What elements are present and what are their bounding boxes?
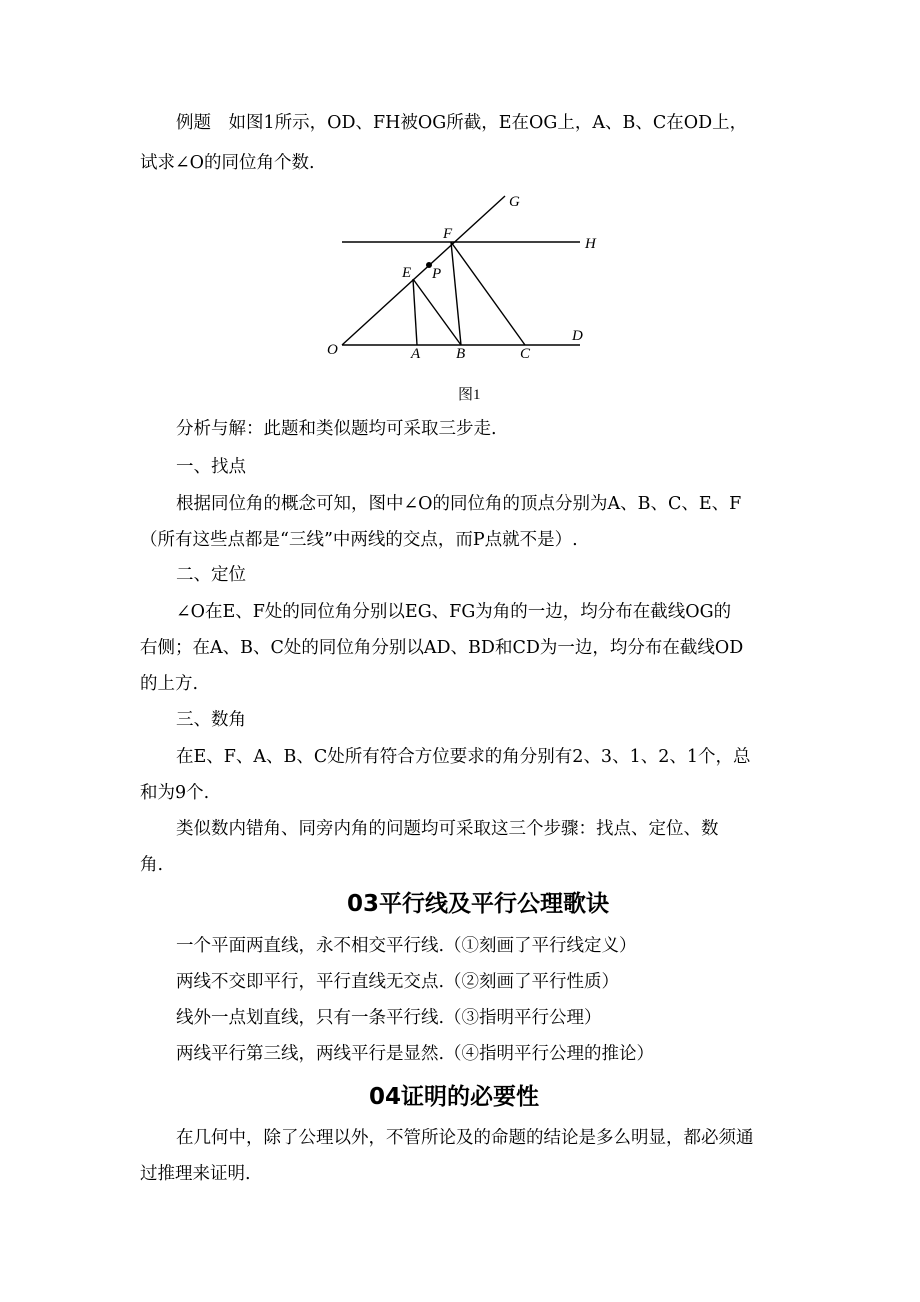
step1-line-1: 根据同位角的概念可知，图中∠O的同位角的顶点分别为A、B、C、E、F [176, 494, 742, 514]
step1-title: 一、找点 [176, 457, 246, 477]
step1-line-2: （所有这些点都是“三线”中两线的交点，而P点就不是）. [140, 530, 578, 550]
section-04-heading: 04证明的必要性 [369, 1084, 540, 1110]
figure-caption: 图1 [458, 387, 481, 403]
example-line-2: 试求∠O的同位角个数. [140, 153, 315, 173]
step2-line-3: 的上方. [140, 674, 199, 694]
label-D: D [572, 328, 583, 344]
step3-line-1: 在E、F、A、B、C处所有符合方位要求的角分别有2、3、1、2、1个，总 [176, 747, 751, 767]
rhyme-line-4: 两线平行第三线，两线平行是显然.（④指明平行公理的推论） [176, 1044, 655, 1064]
similar-line-1: 类似数内错角、同旁内角的问题均可采取这三个步骤：找点、定位、数 [176, 819, 719, 839]
label-G: G [509, 194, 520, 210]
segment-FB [451, 242, 461, 345]
example-line-1: 例题 如图1所示，OD、FH被OG所截，E在OG上，A、B、C在OD上， [176, 113, 748, 133]
label-E: E [402, 265, 412, 281]
proof-line-2: 过推理来证明. [140, 1164, 251, 1184]
segment-EB [413, 279, 461, 345]
analysis-line: 分析与解：此题和类似题均可采取三步走. [176, 419, 497, 439]
label-C: C [520, 346, 531, 362]
segment-EA [413, 279, 417, 345]
label-F: F [443, 226, 453, 242]
rhyme-line-2: 两线不交即平行，平行直线无交点.（②刻画了平行性质） [176, 972, 620, 992]
step3-title: 三、数角 [176, 710, 246, 730]
segment-FC [451, 242, 525, 345]
rhyme-line-3: 线外一点划直线，只有一条平行线.（③指明平行公理） [176, 1008, 602, 1028]
label-A: A [411, 346, 421, 362]
rhyme-line-1: 一个平面两直线，永不相交平行线.（①刻画了平行线定义） [176, 936, 637, 956]
label-P: P [432, 266, 442, 282]
step2-line-2: 右侧；在A、B、C处的同位角分别以AD、BD和CD为一边，均分布在截线OD [140, 638, 744, 658]
label-B: B [456, 346, 466, 362]
step2-title: 二、定位 [176, 565, 246, 585]
similar-line-2: 角. [140, 855, 164, 875]
proof-line-1: 在几何中，除了公理以外，不管所论及的命题的结论是多么明显，都必须通 [176, 1128, 754, 1148]
label-H: H [585, 236, 596, 252]
section-03-heading: 03平行线及平行公理歌诀 [347, 891, 610, 917]
step3-line-2: 和为9个. [140, 783, 210, 803]
line-OG [342, 196, 505, 345]
label-O: O [327, 342, 338, 358]
step2-line-1: ∠O在E、F处的同位角分别以EG、FG为角的一边，均分布在截线OG的 [176, 602, 732, 622]
geometry-figure [320, 185, 610, 415]
